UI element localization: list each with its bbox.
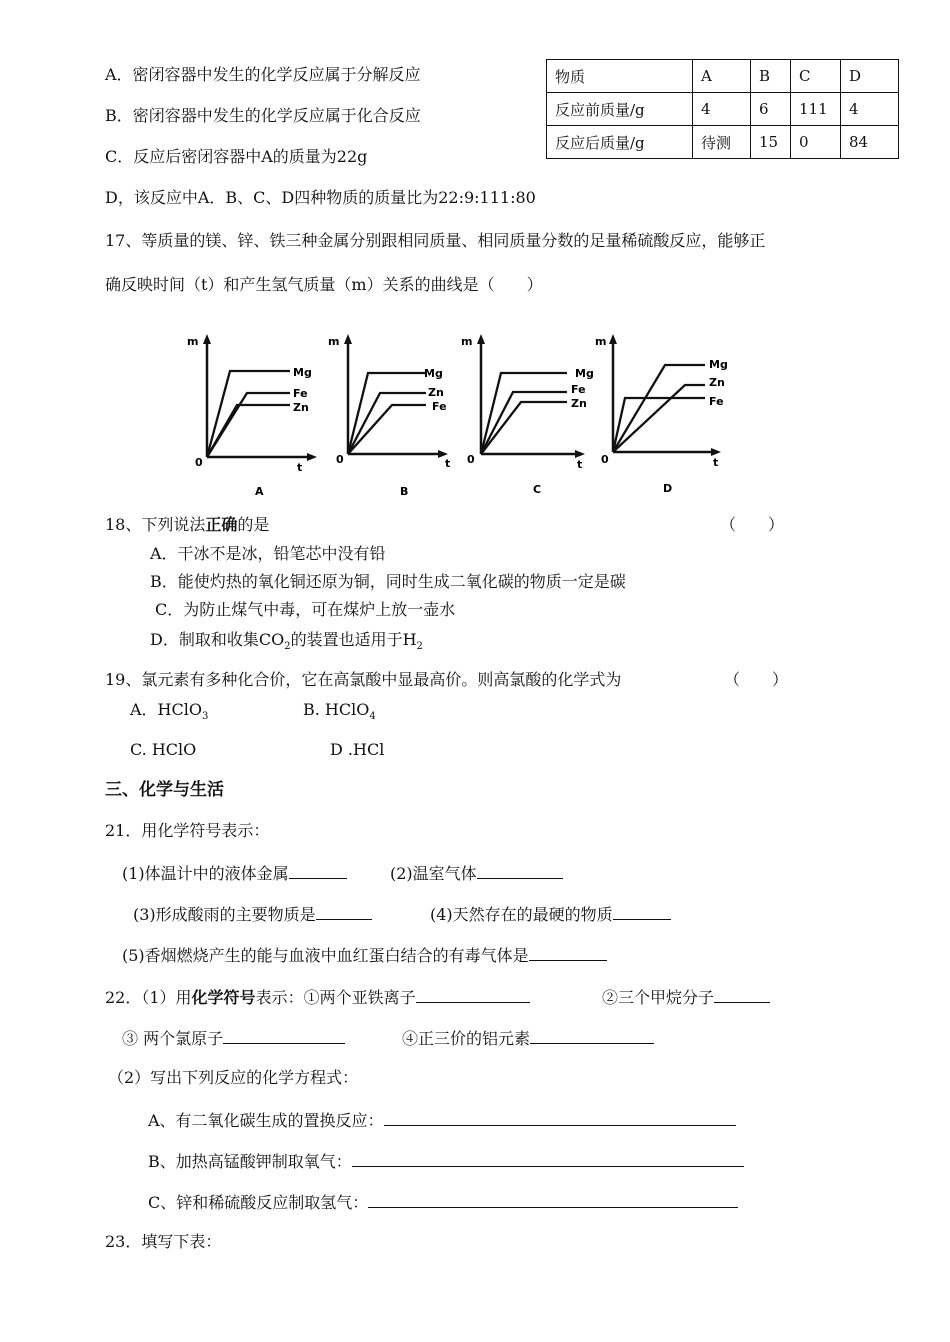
subscript: 2 xyxy=(284,641,291,653)
curve-label: Fe xyxy=(709,395,724,408)
axis-label-t: t xyxy=(577,458,583,471)
table-cell: 4 xyxy=(693,93,751,126)
q21-item-5-text: (5)香烟燃烧产生的能与血液中血红蛋白结合的有毒气体是 xyxy=(122,946,529,965)
curve-label: Zn xyxy=(293,401,309,414)
table-cell: 反应后质量/g xyxy=(547,126,693,159)
q22-part1 xyxy=(105,986,530,1008)
section-title: 三、化学与生活 xyxy=(105,780,224,800)
q22-part1-tail: 表示：①两个亚铁离子 xyxy=(255,988,416,1007)
q21-stem: 21．用化学符号表示： xyxy=(105,821,270,840)
graph-label: B xyxy=(400,485,409,498)
answer-blank[interactable] xyxy=(352,1150,744,1167)
axis-label-m: m xyxy=(328,335,340,348)
answer-blank[interactable] xyxy=(529,944,607,961)
subscript: 2 xyxy=(416,641,423,653)
origin-label: 0 xyxy=(195,456,203,469)
graph-d xyxy=(595,332,735,502)
q16-option-d: D，该反应中A．B、C、D四种物质的质量比为22:9:111:80 xyxy=(105,188,536,207)
graph-label: A xyxy=(255,485,264,498)
q16-option-b: B．密闭容器中发生的化学反应属于化合反应 xyxy=(105,106,421,125)
q22-item-2 xyxy=(602,986,770,1008)
q22-item-2-text: ②三个甲烷分子 xyxy=(602,988,715,1007)
axis-label-t: t xyxy=(445,457,451,470)
axis-label-m: m xyxy=(187,335,199,348)
q19-option-a xyxy=(130,700,208,727)
curve-label: Mg xyxy=(424,367,443,380)
q22-number: 22 xyxy=(105,988,126,1007)
q19-option-b xyxy=(303,700,376,727)
table-cell: 反应前质量/g xyxy=(547,93,693,126)
q22-item-3 xyxy=(122,1027,345,1049)
graph-c xyxy=(455,332,595,502)
axis-label-m: m xyxy=(461,335,473,348)
table-header-cell: C xyxy=(791,60,841,93)
table-cell: 111 xyxy=(791,93,841,126)
answer-blank[interactable] xyxy=(714,986,770,1003)
graph-label: D xyxy=(663,482,673,495)
q21-item-2-text: (2)温室气体 xyxy=(390,864,477,883)
q18-stem-text: 18、下列说法 xyxy=(105,515,206,534)
q22-item-3-text: ③ 两个氯原子 xyxy=(122,1029,224,1048)
table-row xyxy=(547,93,899,126)
curve-label: Zn xyxy=(709,376,725,389)
table-header-cell: 物质 xyxy=(547,60,693,93)
table-cell: 0 xyxy=(791,126,841,159)
subscript: 3 xyxy=(202,711,209,723)
q19-option-d: D .HCl xyxy=(330,740,385,759)
curve-label: Mg xyxy=(293,366,312,379)
q17-stem-line1: 17、等质量的镁、锌、铁三种金属分别跟相同质量、相同质量分数的足量稀硫酸反应，能够正 xyxy=(105,231,766,250)
q18-option-d-text2: 的装置也适用于H xyxy=(290,630,417,649)
q21-item-1 xyxy=(122,862,347,884)
q16-option-a: A．密闭容器中发生的化学反应属于分解反应 xyxy=(105,65,421,84)
answer-blank[interactable] xyxy=(477,862,563,879)
q18-option-c: C．为防止煤气中毒，可在煤炉上放一壶水 xyxy=(155,600,456,619)
answer-blank[interactable] xyxy=(368,1191,738,1208)
curve-label: Fe xyxy=(432,400,447,413)
q21-item-4-text: (4)天然存在的最硬的物质 xyxy=(430,905,613,924)
q19-stem: 19、氯元素有多种化合价，它在高氯酸中显最高价。则高氯酸的化学式为 xyxy=(105,670,622,689)
q18-option-d-text: D．制取和收集CO xyxy=(150,630,285,649)
q22-equation-c xyxy=(148,1191,738,1213)
axis-label-m: m xyxy=(595,335,607,348)
q21-item-5 xyxy=(122,944,607,966)
curve-label: Fe xyxy=(293,387,308,400)
q18-stem xyxy=(105,515,269,535)
answer-blank[interactable] xyxy=(316,903,372,920)
table-cell: 84 xyxy=(841,126,899,159)
answer-blank[interactable] xyxy=(384,1109,736,1126)
q22-item-4 xyxy=(402,1027,654,1049)
axis-label-t: t xyxy=(713,456,719,469)
q16-option-c: C．反应后密闭容器中A的质量为22g xyxy=(105,147,368,166)
answer-blank[interactable] xyxy=(416,986,530,1003)
q22-equation-a xyxy=(148,1109,736,1131)
q18-option-a: A．干冰不是冰，铅笔芯中没有铅 xyxy=(150,544,386,563)
origin-label: 0 xyxy=(336,453,344,466)
q19-option-c: C. HClO xyxy=(130,740,197,759)
answer-blank[interactable] xyxy=(223,1027,345,1044)
origin-label: 0 xyxy=(601,453,609,466)
q22-part1-text: ．（1）用 xyxy=(125,988,192,1007)
q21-item-2 xyxy=(390,862,563,884)
q21-item-3-text: (3)形成酸雨的主要物质是 xyxy=(133,905,316,924)
q21-item-3 xyxy=(133,903,372,925)
curve-label: Zn xyxy=(428,386,444,399)
table-cell: 15 xyxy=(751,126,791,159)
q22-equation-b xyxy=(148,1150,744,1172)
q18-stem-bold: 正确 xyxy=(205,515,238,534)
graph-label: C xyxy=(533,483,542,496)
axis-label-t: t xyxy=(297,461,303,474)
q22-part2: （2）写出下列反应的化学方程式： xyxy=(108,1068,359,1087)
q22-equation-c-text: C、锌和稀硫酸反应制取氢气： xyxy=(148,1193,369,1212)
q23-stem: 23．填写下表： xyxy=(105,1232,222,1251)
q18-option-b: B．能使灼热的氧化铜还原为铜，同时生成二氧化碳的物质一定是碳 xyxy=(150,572,626,591)
curve-label: Mg xyxy=(575,367,594,380)
q19-answer-paren: （ ） xyxy=(724,670,789,689)
q18-answer-paren: （ ） xyxy=(720,515,785,534)
table-cell: 6 xyxy=(751,93,791,126)
q22-item-4-text: ④正三价的铝元素 xyxy=(402,1029,531,1048)
table-row xyxy=(547,126,899,159)
table-header-cell: B xyxy=(751,60,791,93)
origin-label: 0 xyxy=(467,453,475,466)
q21-item-1-text: (1)体温计中的液体金属 xyxy=(122,864,289,883)
curve-label: Zn xyxy=(571,397,587,410)
table-row xyxy=(547,60,899,93)
q19-option-a-text: A．HClO xyxy=(130,700,202,719)
q18-option-d xyxy=(150,630,423,657)
q19-option-b-text: B. HClO xyxy=(303,700,370,719)
curve-label: Mg xyxy=(709,358,728,371)
answer-blank[interactable] xyxy=(289,862,347,879)
answer-blank[interactable] xyxy=(613,903,671,920)
q21-item-4 xyxy=(430,903,671,925)
q18-stem-tail: 的是 xyxy=(237,515,270,534)
graph-a xyxy=(185,332,320,502)
table-cell: 4 xyxy=(841,93,899,126)
graph-b xyxy=(320,332,455,502)
q22-equation-b-text: B、加热高锰酸钾制取氧气： xyxy=(148,1152,352,1171)
mass-table xyxy=(546,59,899,159)
table-header-cell: D xyxy=(841,60,899,93)
q22-equation-a-text: A、有二氧化碳生成的置换反应： xyxy=(148,1111,384,1130)
q22-part1-bold: 化学符号 xyxy=(191,988,256,1007)
subscript: 4 xyxy=(369,711,376,723)
curve-label: Fe xyxy=(571,383,586,396)
answer-blank[interactable] xyxy=(530,1027,654,1044)
q17-stem-line2: 确反映时间（t）和产生氢气质量（m）关系的曲线是（ ） xyxy=(105,275,543,294)
table-header-cell: A xyxy=(693,60,751,93)
table-cell: 待测 xyxy=(693,126,751,159)
